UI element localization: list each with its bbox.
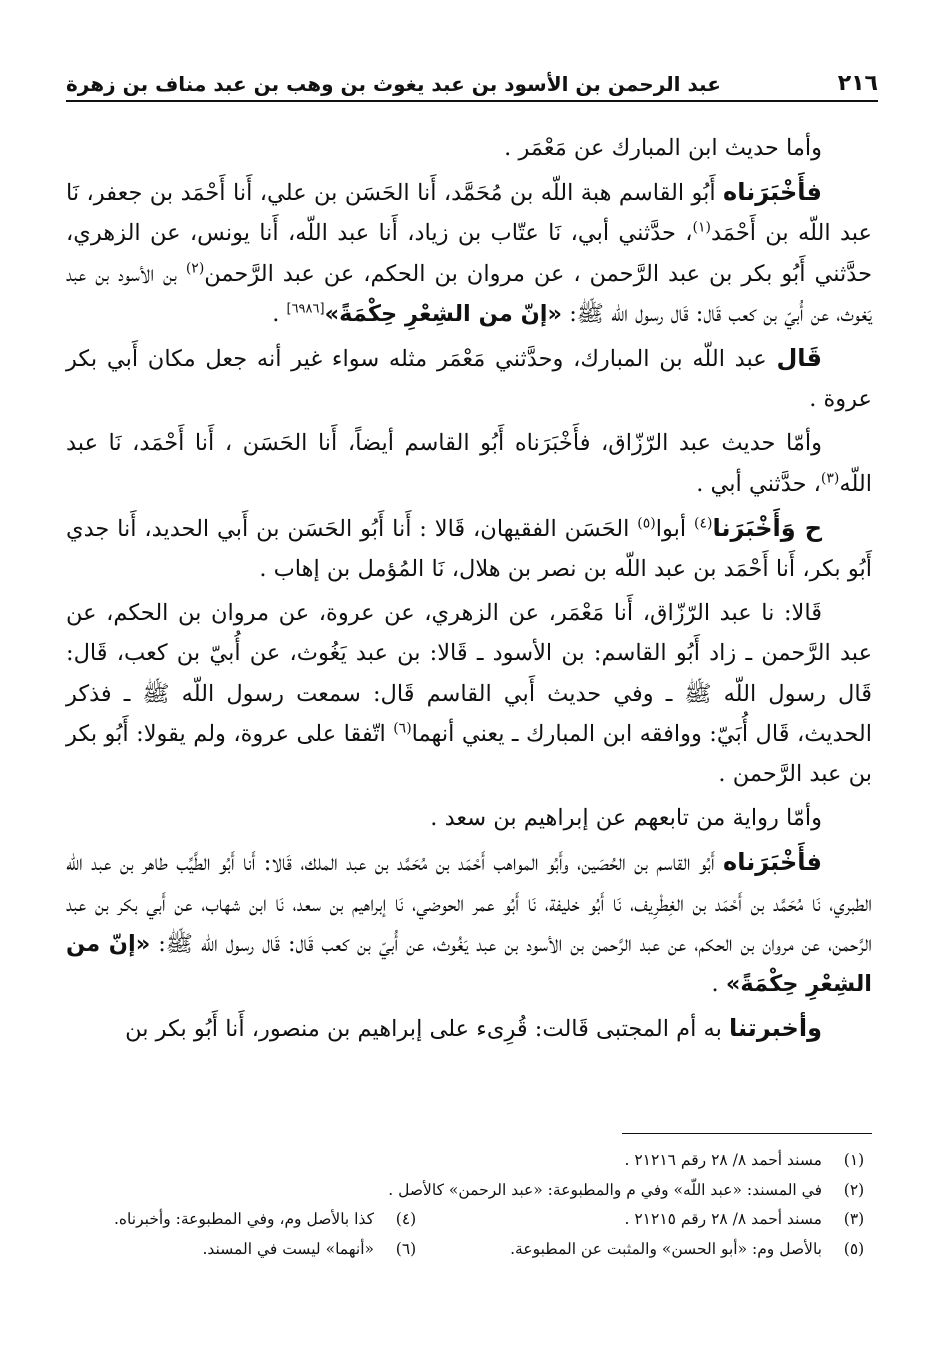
footnote-separator xyxy=(622,1133,872,1134)
footnote-marker[interactable]: (١) xyxy=(692,219,711,236)
footnote-marker[interactable]: (٦) xyxy=(393,720,412,737)
footnote-3 xyxy=(442,1205,872,1235)
footnote-number: (٦) xyxy=(395,1239,417,1258)
paragraph-3 xyxy=(66,338,872,419)
footnote-row xyxy=(66,1146,872,1176)
page-header xyxy=(66,62,878,102)
footnote-row xyxy=(66,1235,872,1265)
footnote-1 xyxy=(624,1146,872,1176)
paragraph-9 xyxy=(66,1008,872,1049)
footnote-row xyxy=(66,1176,872,1206)
paragraph-text: أَبُو القاسم بن الحُصَين، وأَبُو المواهب أَحْمَد بن مُحَمَّد بن عبد الملك، قَالا: أَنا أَبُو الطَّيِّب طاهر بن عبد اللّه الطبري، نَا مُحَمَّد بن أَحْمَد بن الغِطْرِيف، نَا أَبُو خليفة، نَا أَبُو عمر الحوضي، نَا إبراهيم بن سعد، نَا ابن شهاب، عن أَبي بكر بن عبد الرَّحمن، عن مروان بن الحكم، عن عبد الرَّحمن بن الأسود بن عبد يَغُوث، عن أُبيّ بن كعب قَال: قَال رسول اللّه ﷺ: xyxy=(66,850,872,957)
page-number: ٢١٦ xyxy=(837,71,878,96)
footnote-marker[interactable]: (٤) xyxy=(693,515,713,532)
paragraph-lead: ح وَأَخْبَرَنا xyxy=(712,513,822,542)
footnote-text: «أنهما» ليست في المسند. xyxy=(202,1239,374,1258)
paragraph-end: . xyxy=(711,971,726,998)
paragraph-lead: قَال xyxy=(776,344,822,373)
paragraph-text: الحَسَن الفقيهان، قَالا : أَنا أَبُو الحَسَن بن أَبي الحديد، أَنا جدي أَبُو بكر، أَنا أَحْمَد بن عبد اللّه بن نصر بن هلال، نَا المُؤمل بن إهاب . xyxy=(66,515,872,583)
footnote-4 xyxy=(114,1205,424,1235)
footnote-text: بالأصل وم: «أبو الحسن» والمثبت عن المطبوعة. xyxy=(510,1239,822,1258)
footnote-text: كذا بالأصل وم، وفي المطبوعة: وأخبرناه. xyxy=(114,1210,374,1228)
paragraph-7 xyxy=(66,798,872,838)
paragraph-2 xyxy=(66,172,872,334)
footnote-marker[interactable]: (٣) xyxy=(820,470,840,487)
footnote-6 xyxy=(202,1235,424,1265)
footnote-number: (٥) xyxy=(843,1239,865,1258)
paragraph-text: بن الأسود بن عبد يَغوث، عن أُبيّ بن كعب قَال: قَال رسول اللّه ﷺ: xyxy=(66,260,872,327)
paragraph-end: . xyxy=(272,300,287,327)
paragraph-text: به أم المجتبى قَالت: قُرِىء على إبراهيم بن منصور، أَنا أَبُو بكر بن xyxy=(125,1016,729,1043)
paragraph-text: وأمّا حديث عبد الرّزّاق، فأَخْبَرَناه أَبُو القاسم أيضاً، أَنا الحَسَن ، أَنا أَحْمَد، نَا عبد اللّه xyxy=(66,430,872,497)
hadith-quote: «إنّ من الشِعْرِ حِكْمَةً» xyxy=(66,930,872,998)
footnotes xyxy=(66,1146,872,1264)
paragraph-text: ، حدَّثني أبي . xyxy=(696,470,821,497)
paragraph-lead: فأَخْبَرَناه xyxy=(723,848,822,877)
paragraph-4 xyxy=(66,423,872,503)
footnote-2 xyxy=(388,1176,872,1206)
hadith-quote: «إنّ من الشِعْرِ حِكْمَةً» xyxy=(324,300,563,327)
paragraph-1 xyxy=(66,128,872,168)
paragraph-5 xyxy=(66,508,872,589)
hadith-reference: [٦٩٨٦] xyxy=(286,301,325,317)
paragraph-text: وأما حديث ابن المبارك عن مَعْمَر . xyxy=(504,135,822,161)
footnote-text: في المسند: «عبد اللّه» وفي م والمطبوعة: «عبد الرحمن» كالأصل . xyxy=(388,1180,822,1199)
paragraph-text: قَالا: نا عبد الرّزّاق، أَنا مَعْمَر، عن الزهري، عن عروة، عن مروان بن الحكم، عن عبد الرَّحمن ـ زاد أَبُو القاسم: بن الأسود ـ قَالا: بن عبد يَغُوث، عن أُبيّ بن كعب، قَال: قَال رسول اللّه ﷺ ـ وفي حديث أَبي القاسم قَال: سمعت رسول اللّه ﷺ ـ فذكر الحديث، قَال أُبَيّ: ووافقه ابن المبارك ـ يعني أنهما xyxy=(66,600,872,747)
footnote-marker[interactable]: (٥) xyxy=(637,515,656,532)
paragraph-text: وأمّا رواية من تابعهم عن إبراهيم بن سعد . xyxy=(430,805,822,832)
paragraph-text: عبد اللّه بن المبارك، وحدَّثني مَعْمَر مثله سواء غير أنه جعل مكان أَبي بكر عروة . xyxy=(66,346,872,413)
footnote-text: مسند أحمد ٨/ ٢٨ رقم ٢١٢١٦ . xyxy=(624,1151,822,1169)
running-title: عبد الرحمن بن الأسود بن عبد يغوث بن وهب بن عبد مناف بن زهرة xyxy=(66,72,721,96)
footnote-row xyxy=(66,1205,872,1235)
footnote-number: (٤) xyxy=(395,1210,417,1228)
paragraph-6 xyxy=(66,593,872,794)
footnote-marker[interactable]: (٢) xyxy=(185,260,205,277)
footnote-number: (٢) xyxy=(843,1180,865,1199)
paragraph-lead: فأَخْبَرَناه xyxy=(723,178,822,207)
paragraph-text: اتّفقا على عروة، ولم يقولا: أَبُو بكر بن عبد الرَّحمن . xyxy=(66,720,872,788)
paragraph-lead: وأخبرتنا xyxy=(729,1014,822,1043)
footnote-5 xyxy=(442,1235,872,1265)
paragraph-text: ، حدَّثني أبي، نَا عتّاب بن زياد، أَنا عبد اللّه، أَنا يونس، عن الزهري، حدَّثني أَبُو بكر بن عبد الرَّحمن ، عن مروان بن الحكم، عن عبد الرَّحمن xyxy=(66,220,872,287)
paragraph-8 xyxy=(66,842,872,1004)
main-text xyxy=(66,128,872,1053)
footnote-text: مسند أحمد ٨/ ٢٨ رقم ٢١٢١٥ . xyxy=(624,1210,822,1228)
paragraph-text: أَبُو القاسم هبة اللّه بن مُحَمَّد، أَنا الحَسَن بن علي، أَنا أَحْمَد بن جعفر، نَا عبد اللّه بن أَحْمَد xyxy=(66,180,872,247)
paragraph-text: أبوا xyxy=(655,515,694,542)
footnote-number: (٣) xyxy=(843,1210,865,1228)
footnote-number: (١) xyxy=(843,1151,865,1169)
